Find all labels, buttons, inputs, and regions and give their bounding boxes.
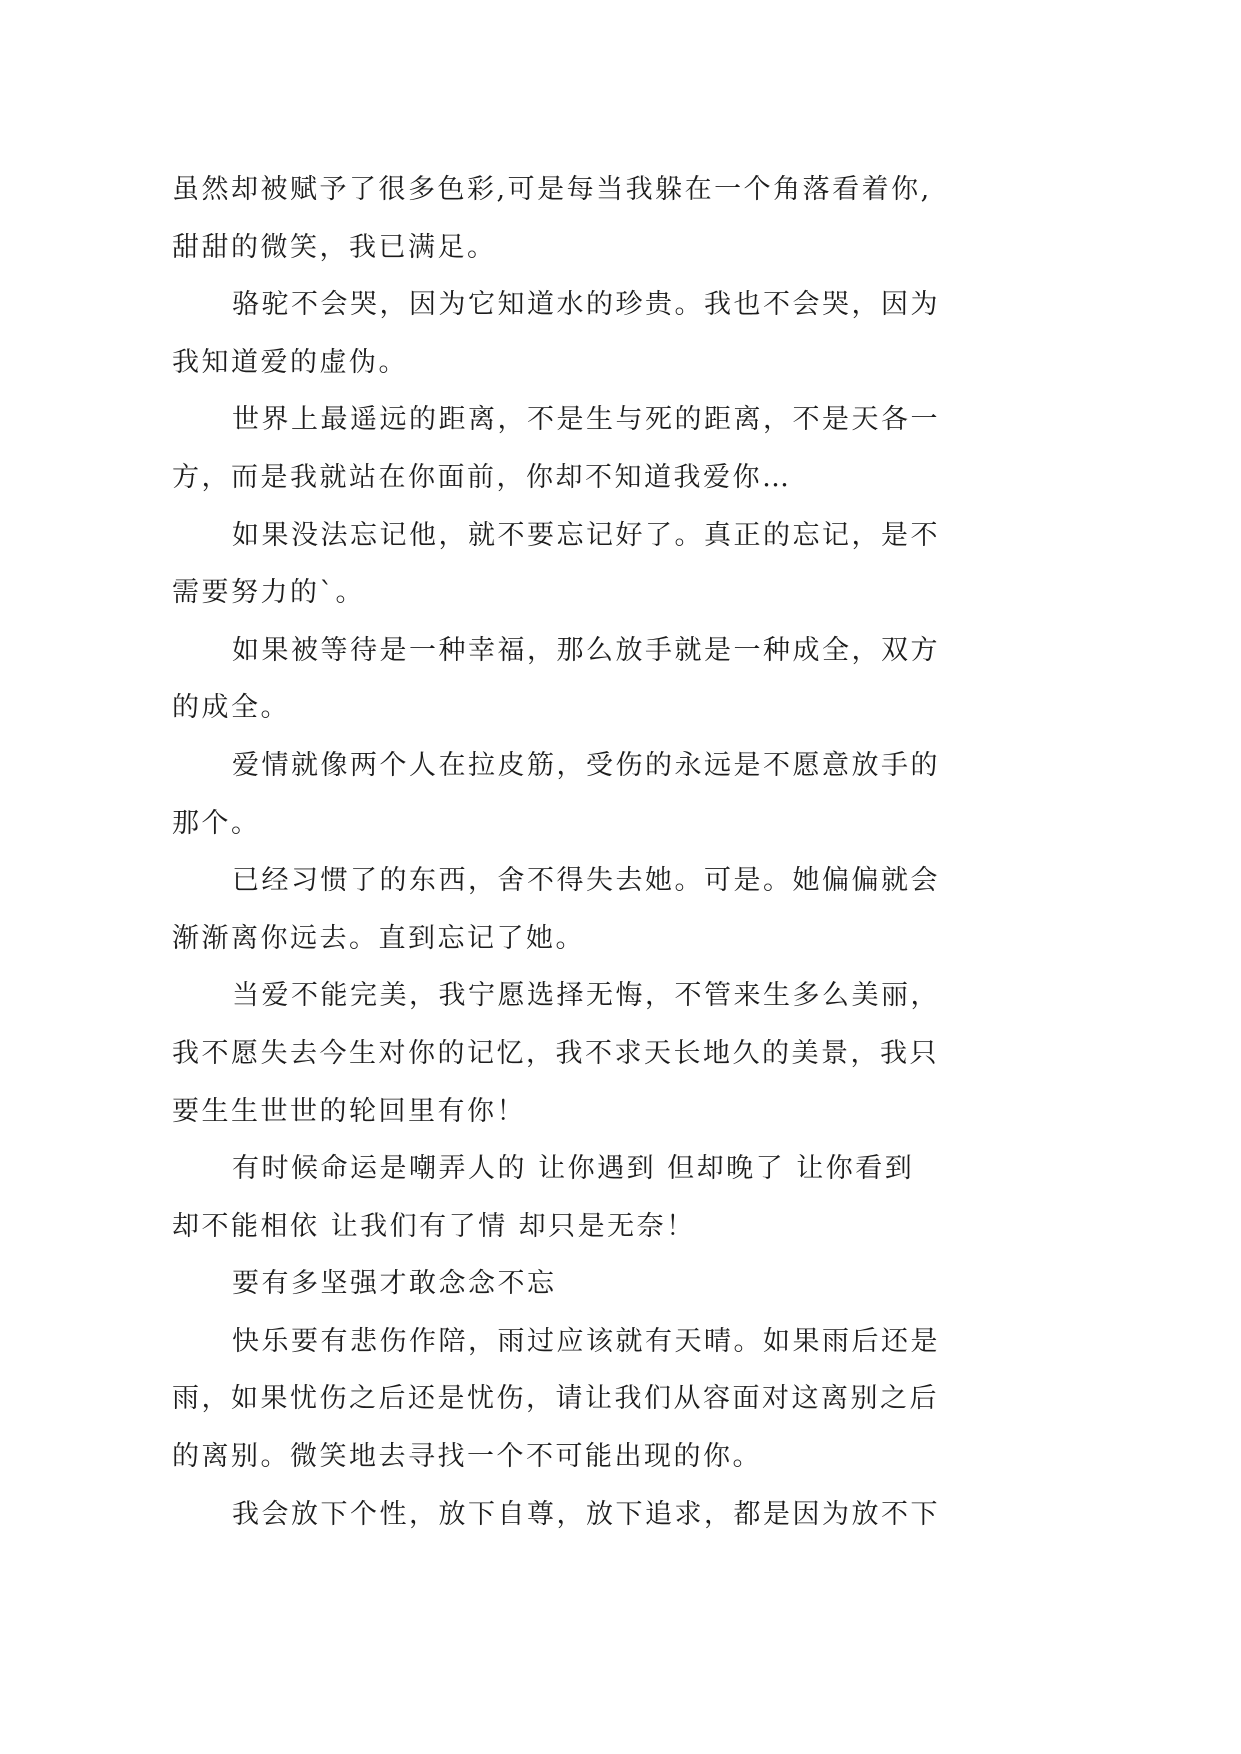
paragraph-line: 要有多坚强才敢念念不忘 <box>232 1268 557 1300</box>
paragraph-line: 的离别。微笑地去寻找一个不可能出现的你。 <box>172 1441 762 1473</box>
paragraph-line: 雨，如果忧伤之后还是忧伤，请让我们从容面对这离别之后 <box>172 1383 939 1415</box>
paragraph-line: 有时候命运是嘲弄人的 让你遇到 但却晚了 让你看到 <box>232 1153 915 1185</box>
paragraph <box>172 1255 1072 1313</box>
paragraph-line: 如果被等待是一种幸福，那么放手就是一种成全，双方 <box>232 634 940 666</box>
paragraph-line: 那个。 <box>172 807 261 839</box>
document-body <box>172 161 1072 1543</box>
paragraph <box>172 391 1072 506</box>
paragraph-line: 我知道爱的虚伪。 <box>172 346 408 378</box>
paragraph-line: 骆驼不会哭，因为它知道水的珍贵。我也不会哭，因为 <box>232 289 940 321</box>
paragraph <box>172 1313 1072 1486</box>
paragraph-line: 爱情就像两个人在拉皮筋，受伤的永远是不愿意放手的 <box>232 749 940 781</box>
paragraph <box>172 622 1072 737</box>
paragraph-line: 已经习惯了的东西，舍不得失去她。可是。她偏偏就会 <box>232 865 940 897</box>
paragraph-line: 需要努力的`。 <box>172 577 365 609</box>
paragraph-line: 我不愿失去今生对你的记忆，我不求天长地久的美景，我只 <box>172 1037 939 1069</box>
paragraph-line: 当爱不能完美，我宁愿选择无悔，不管来生多么美丽， <box>232 980 940 1012</box>
paragraph <box>172 1486 1072 1544</box>
paragraph-line: 虽然却被赋予了很多色彩,可是每当我躲在一个角落看着你, <box>172 174 932 205</box>
paragraph-line: 甜甜的微笑，我已满足。 <box>172 231 497 263</box>
paragraph <box>172 967 1072 1140</box>
paragraph-line: 我会放下个性，放下自尊，放下追求，都是因为放不下 <box>232 1498 940 1530</box>
paragraph <box>172 1140 1072 1255</box>
paragraph-line: 要生生世世的轮回里有你！ <box>172 1095 526 1127</box>
paragraph <box>172 161 1072 276</box>
paragraph-line: 的成全。 <box>172 692 290 724</box>
paragraph <box>172 276 1072 391</box>
paragraph-line: 如果没法忘记他，就不要忘记好了。真正的忘记，是不 <box>232 519 940 551</box>
paragraph <box>172 737 1072 852</box>
paragraph-line: 渐渐离你远去。直到忘记了她。 <box>172 922 585 954</box>
paragraph-line: 方，而是我就站在你面前，你却不知道我爱你… <box>172 461 792 493</box>
paragraph-line: 快乐要有悲伤作陪，雨过应该就有天晴。如果雨后还是 <box>232 1325 940 1357</box>
paragraph <box>172 852 1072 967</box>
paragraph-line: 却不能相依 让我们有了情 却只是无奈！ <box>172 1210 696 1242</box>
paragraph-line: 世界上最遥远的距离，不是生与死的距离，不是天各一 <box>232 404 940 436</box>
paragraph <box>172 507 1072 622</box>
